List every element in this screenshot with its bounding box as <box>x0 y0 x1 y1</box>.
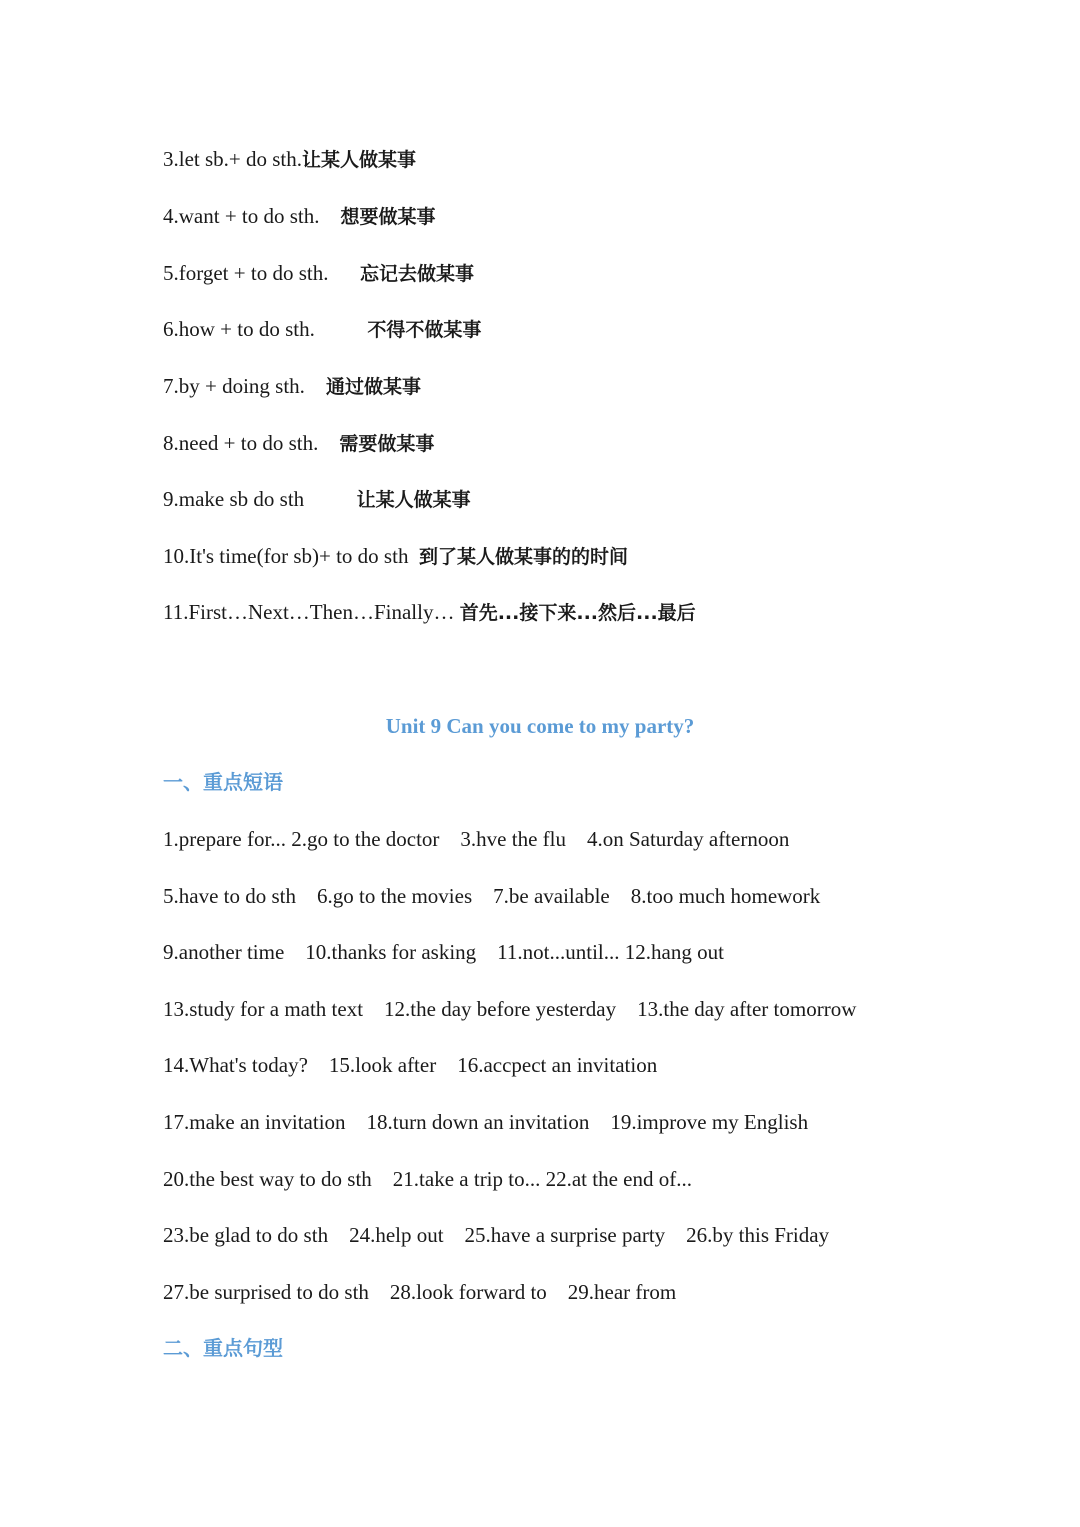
pattern-english: 5.forget + to do sth. <box>163 261 329 285</box>
pattern-line <box>163 542 628 571</box>
section-heading-key-phrases: 一、重点短语 <box>163 770 283 794</box>
phrase-line: 20.the best way to do sth 21.take a trip to... 22.at the end of... <box>163 1167 692 1191</box>
pattern-line <box>163 315 481 344</box>
pattern-chinese: 首先...接下来...然后...最后 <box>459 602 696 624</box>
phrase-line: 17.make an invitation 18.turn down an invitation 19.improve my English <box>163 1110 809 1134</box>
pattern-english: 6.how + to do sth. <box>163 317 315 341</box>
pattern-english: 3.let sb.+ do sth. <box>163 147 303 171</box>
section-heading-key-sentences: 二、重点句型 <box>163 1336 283 1360</box>
pattern-line <box>163 429 434 458</box>
pattern-chinese: 让某人做某事 <box>356 489 471 511</box>
phrase-line: 9.another time 10.thanks for asking 11.not...until... 12.hang out <box>163 940 724 964</box>
pattern-line <box>163 372 421 401</box>
pattern-chinese: 让某人做某事 <box>302 149 417 171</box>
pattern-gap <box>304 487 357 511</box>
pattern-chinese: 忘记去做某事 <box>359 263 474 285</box>
pattern-english: 10.It's time(for sb)+ to do sth <box>163 544 409 568</box>
pattern-line <box>163 259 474 288</box>
pattern-english: 11.First…Next…Then…Finally… <box>163 600 455 624</box>
pattern-line <box>163 145 416 174</box>
pattern-gap <box>408 544 419 568</box>
pattern-gap <box>305 374 326 398</box>
phrase-line: 13.study for a math text 12.the day before yesterday 13.the day after tomorrow <box>163 997 857 1021</box>
pattern-chinese: 需要做某事 <box>339 433 435 455</box>
pattern-gap <box>318 431 339 455</box>
pattern-english: 8.need + to do sth. <box>163 431 319 455</box>
phrase-line: 5.have to do sth 6.go to the movies 7.be available 8.too much homework <box>163 884 821 908</box>
pattern-english: 7.by + doing sth. <box>163 374 305 398</box>
pattern-english: 4.want + to do sth. <box>163 204 320 228</box>
pattern-gap <box>315 317 368 341</box>
pattern-english: 9.make sb do sth <box>163 487 305 511</box>
pattern-chinese: 通过做某事 <box>325 376 421 398</box>
pattern-chinese: 想要做某事 <box>340 206 436 228</box>
pattern-line <box>163 598 696 627</box>
pattern-chinese: 不得不做某事 <box>367 319 482 341</box>
pattern-line <box>163 202 436 231</box>
phrase-line: 1.prepare for... 2.go to the doctor 3.hve the flu 4.on Saturday afternoon <box>163 827 790 851</box>
pattern-chinese: 到了某人做某事的的时间 <box>418 546 628 568</box>
phrase-line: 27.be surprised to do sth 28.look forward to 29.hear from <box>163 1280 677 1304</box>
pattern-gap <box>320 204 341 228</box>
phrase-line: 14.What's today? 15.look after 16.accpect an invitation <box>163 1053 658 1077</box>
unit-title: Unit 9 Can you come to my party? <box>385 714 695 738</box>
pattern-gap <box>328 261 360 285</box>
pattern-line <box>163 485 471 514</box>
phrase-line: 23.be glad to do sth 24.help out 25.have a surprise party 26.by this Friday <box>163 1223 830 1247</box>
